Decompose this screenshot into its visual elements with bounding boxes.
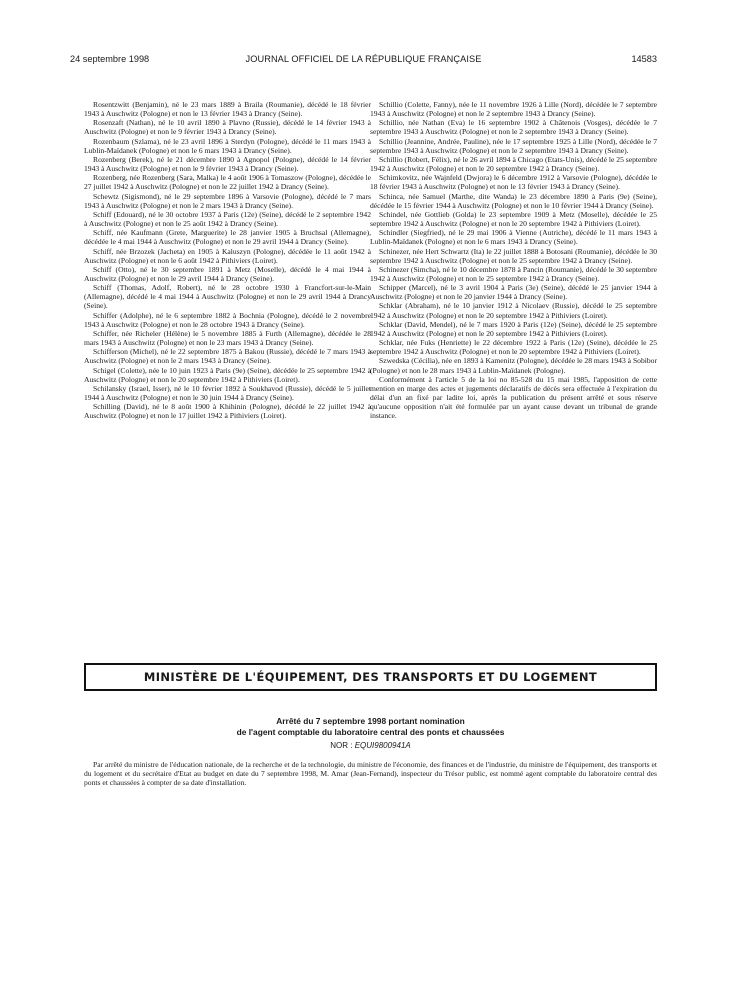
- entry-paragraph: Schillio (Colette, Fanny), née le 11 novembre 1926 à Lille (Nord), décédée le 7 septembre 1943 à Auschwitz (Pologne) et non le 2 septembre 1943 à Drancy (Seine).: [370, 100, 657, 119]
- entry-paragraph: Conformément à l'article 5 de la loi no 85-528 du 15 mai 1985, l'apposition de cette mention en marge des actes et jugements déclaratifs de décès sera effectuée à l'expiration du délai d'un an fixé par ladite loi, après la publication du présent arrêté et sous réserve qu'aucune opposition n'ait été formulée par un ayant cause devant un tribunal de grande instance.: [370, 374, 657, 421]
- entry-paragraph: Schiff (Edouard), né le 30 octobre 1937 à Paris (12e) (Seine), décédé le 2 septembre 1942 à Auschwitz (Pologne) et non le 25 août 1942 à Drancy (Seine).: [84, 209, 371, 229]
- decree-title-line-1: Arrêté du 7 septembre 1998 portant nomination: [276, 716, 465, 726]
- nor-reference: [84, 741, 657, 750]
- entry-paragraph: Schifferson (Michel), né le 22 septembre 1875 à Bakou (Russie), décédé le 7 mars 1943 à Auschwitz (Pologne) et non le 2 mars 1943 à Drancy (Seine).: [84, 347, 371, 366]
- entry-paragraph: Schiffer (Adolphe), né le 6 septembre 1882 à Bochnia (Pologne), décédé le 2 novembre 1943 à Auschwitz (Pologne) et non le 28 octobre 1943 à Drancy (Seine).: [84, 310, 371, 329]
- entry-paragraph: Schigel (Colette), née le 10 juin 1923 à Paris (9e) (Seine), décédée le 25 septembre 1942 à Auschwitz (Pologne) et non le 20 septembre 1942 à Pithiviers (Loiret).: [84, 365, 371, 384]
- entry-paragraph: Schilling (David), né le 8 août 1900 à Khihinin (Pologne), décédé le 22 juillet 1942 à Auschwitz (Pologne) et non le 17 juillet 1942 à Pithiviers (Loiret).: [84, 402, 371, 421]
- entry-paragraph: Schimkovitz, née Wajnfeld (Dwjora) le 6 décembre 1912 à Varsovie (Pologne), décédée le 18 février 1943 à Auschwitz (Pologne) et non le 13 février 1943 à Drancy (Seine).: [370, 173, 657, 192]
- entry-paragraph: Schklar (David, Mendel), né le 7 mars 1920 à Paris (12e) (Seine), décédé le 25 septembre 1942 à Auschwitz (Pologne) et non le 20 septembre 1942 à Pithiviers (Loiret).: [370, 319, 657, 338]
- entry-paragraph: Schinezer (Simcha), né le 10 décembre 1878 à Pancin (Roumanie), décédé le 30 septembre 1942 à Auschwitz (Pologne) et non le 25 septembre 1942 à Drancy (Seine).: [370, 264, 657, 283]
- entry-paragraph: Schinca, née Samuel (Marthe, dite Wanda) le 23 décembre 1890 à Paris (9e) (Seine), décédée le 15 février 1944 à Auschwitz (Pologne) et non le 10 février 1944 à Drancy (Seine).: [370, 191, 657, 210]
- nor-label: NOR :: [330, 741, 355, 750]
- entry-paragraph: Rozenberg (Berek), né le 21 décembre 1890 à Agnopol (Pologne), décédé le 14 février 1943 à Auschwitz (Pologne) et non le 9 février 1943 à Drancy (Seine).: [84, 154, 371, 174]
- page-header: [70, 54, 657, 68]
- entry-paragraph: Schiff (Otto), né le 30 septembre 1891 à Metz (Moselle), décédé le 4 mai 1944 à Auschwitz (Pologne) et non le 29 avril 1944 à Drancy (Seine).: [84, 264, 371, 283]
- entry-paragraph: Schindler (Siegfried), né le 29 mai 1906 à Vienne (Autriche), décédé le 11 mars 1943 à Lublin-Maïdanek (Pologne) et non le 6 mars 1943 à Drancy (Seine).: [370, 228, 657, 247]
- ministry-banner: MINISTÈRE DE L'ÉQUIPEMENT, DES TRANSPORTS ET DU LOGEMENT: [84, 663, 657, 691]
- entry-paragraph: Schipper (Marcel), né le 3 avril 1904 à Paris (3e) (Seine), décédé le 25 janvier 1944 à Auschwitz (Pologne) et non le 20 janvier 1944 à Drancy (Seine).: [370, 283, 657, 302]
- decree-title: [84, 716, 657, 737]
- entry-paragraph: Schillio, née Nathan (Eva) le 16 septembre 1902 à Châtenois (Vosges), décédée le 7 septembre 1943 à Auschwitz (Pologne) et non le 2 septembre 1943 à Drancy (Seine).: [370, 118, 657, 137]
- entry-paragraph: Schillio (Robert, Félix), né le 26 avril 1894 à Chicago (Etats-Unis), décédé le 25 septembre 1942 à Auschwitz (Pologne) et non le 20 septembre 1942 à Drancy (Seine).: [370, 154, 657, 174]
- entry-paragraph: Rozenbaum (Szlama), né le 23 avril 1896 à Sterdyn (Pologne), décédé le 11 mars 1943 à Lublin-Maïdanek (Pologne) et non le 6 mars 1943 à Drancy (Seine).: [84, 136, 371, 155]
- entry-paragraph: Schiffer, née Richeler (Hélène) le 5 novembre 1885 à Furth (Allemagne), décédée le 28 mars 1943 à Auschwitz (Pologne) et non le 23 mars 1943 à Drancy (Seine).: [84, 328, 371, 348]
- decree-title-line-2: de l'agent comptable du laboratoire central des ponts et chaussées: [236, 726, 505, 737]
- entry-paragraph: Schiff, née Brzozek (Jacheta) en 1905 à Kaluszyn (Pologne), décédée le 11 août 1942 à Auschwitz (Pologne) et non le 6 août 1942 à Pithiviers (Loiret).: [84, 246, 371, 265]
- entry-paragraph: Schiff (Thomas, Adolf, Robert), né le 28 octobre 1930 à Francfort-sur-le-Main (Allemagne), décédé le 4 mai 1944 à Auschwitz (Pologne) et non le 29 avril 1944 à Drancy (Seine).: [84, 283, 371, 311]
- entry-paragraph: Schklar, née Fuks (Henriette) le 22 décembre 1922 à Paris (12e) (Seine), décédée le 25 septembre 1942 à Auschwitz (Pologne) et non le 20 septembre 1942 à Pithiviers (Loiret).: [370, 338, 657, 357]
- page-number: 14583: [631, 54, 657, 64]
- right-column: [370, 100, 657, 420]
- nor-code: EQUI9800941A: [354, 741, 411, 750]
- entry-paragraph: Rozenberg, née Rozenberg (Sara, Malka) le 4 août 1906 à Tomaszow (Pologne), décédée le 27 juillet 1942 à Auschwitz (Pologne) et non le 22 juillet 1942 à Drancy (Seine).: [84, 173, 371, 192]
- journal-title: JOURNAL OFFICIEL DE LA RÉPUBLIQUE FRANÇAISE: [245, 54, 482, 64]
- entry-paragraph: Schindel, née Gottlieb (Golda) le 23 septembre 1909 à Metz (Moselle), décédée le 25 septembre 1942 à Auschwitz (Pologne) et non le 20 septembre 1942 à Pithiviers (Loiret).: [370, 209, 657, 229]
- entry-paragraph: Schklar (Abraham), né le 10 janvier 1912 à Nicolaev (Russie), décédé le 25 septembre 1942 à Auschwitz (Pologne) et non le 20 septembre 1942 à Pithiviers (Loiret).: [370, 301, 657, 320]
- decree-paragraph: Par arrêté du ministre de l'éducation nationale, de la recherche et de la technologie, du ministre de l'économie, des finances et de l'industrie, du ministre de l'équipement, des transports et du logement et du secrétaire d'Etat au budget en date du 7 septembre 1998, M. Amar (Jean-Fernand), inspecteur du Trésor public, est nommé agent comptable du laboratoire central des ponts et chaussées à compter de sa date d'installation.: [84, 760, 657, 788]
- entry-paragraph: Szwedska (Cécilia), née en 1893 à Kamenitz (Pologne), décédée le 28 mars 1943 à Sobibor (Pologne) et non le 28 mars 1943 à Lublin-Maïdanek (Pologne).: [370, 356, 657, 375]
- decree-body: [84, 760, 657, 787]
- entry-paragraph: Schilansky (Israel, Isser), né le 10 février 1892 à Soukhavod (Russie), décédé le 5 juillet 1944 à Auschwitz (Pologne) et non le 30 juin 1944 à Drancy (Seine).: [84, 383, 371, 402]
- entry-paragraph: Rosentzwitt (Benjamin), né le 23 mars 1889 à Braila (Roumanie), décédé le 18 février 1943 à Auschwitz (Pologne) et non le 13 février 1943 à Drancy (Seine).: [84, 100, 371, 119]
- entry-paragraph: Rosenzaft (Nathan), né le 10 avril 1890 à Plavno (Russie), décédé le 14 février 1943 à Auschwitz (Pologne) et non le 9 février 1943 à Drancy (Seine).: [84, 118, 371, 137]
- header-date: 24 septembre 1998: [70, 54, 150, 64]
- entry-paragraph: Schinezer, née Hert Schwartz (Ita) le 22 juillet 1888 à Botosani (Roumanie), décédée le 30 septembre 1942 à Auschwitz (Pologne) et non le 25 septembre 1942 à Drancy (Seine).: [370, 246, 657, 265]
- entry-paragraph: Schewtz (Sigismond), né le 29 septembre 1896 à Varsovie (Pologne), décédé le 7 mars 1943 à Auschwitz (Pologne) et non le 2 mars 1943 à Drancy (Seine).: [84, 191, 371, 210]
- entry-paragraph: Schillio (Jeannine, Andrée, Pauline), née le 17 septembre 1925 à Lille (Nord), décédée le 7 septembre 1943 à Auschwitz (Pologne) et non le 2 septembre 1943 à Drancy (Seine).: [370, 136, 657, 155]
- left-column: [84, 100, 371, 420]
- entry-paragraph: Schiff, née Kaufmann (Grete, Marguerite) le 28 janvier 1905 à Bruchsal (Allemagne), décédée le 4 mai 1944 à Auschwitz (Pologne) et non le 29 avril 1944 à Drancy (Seine).: [84, 228, 371, 247]
